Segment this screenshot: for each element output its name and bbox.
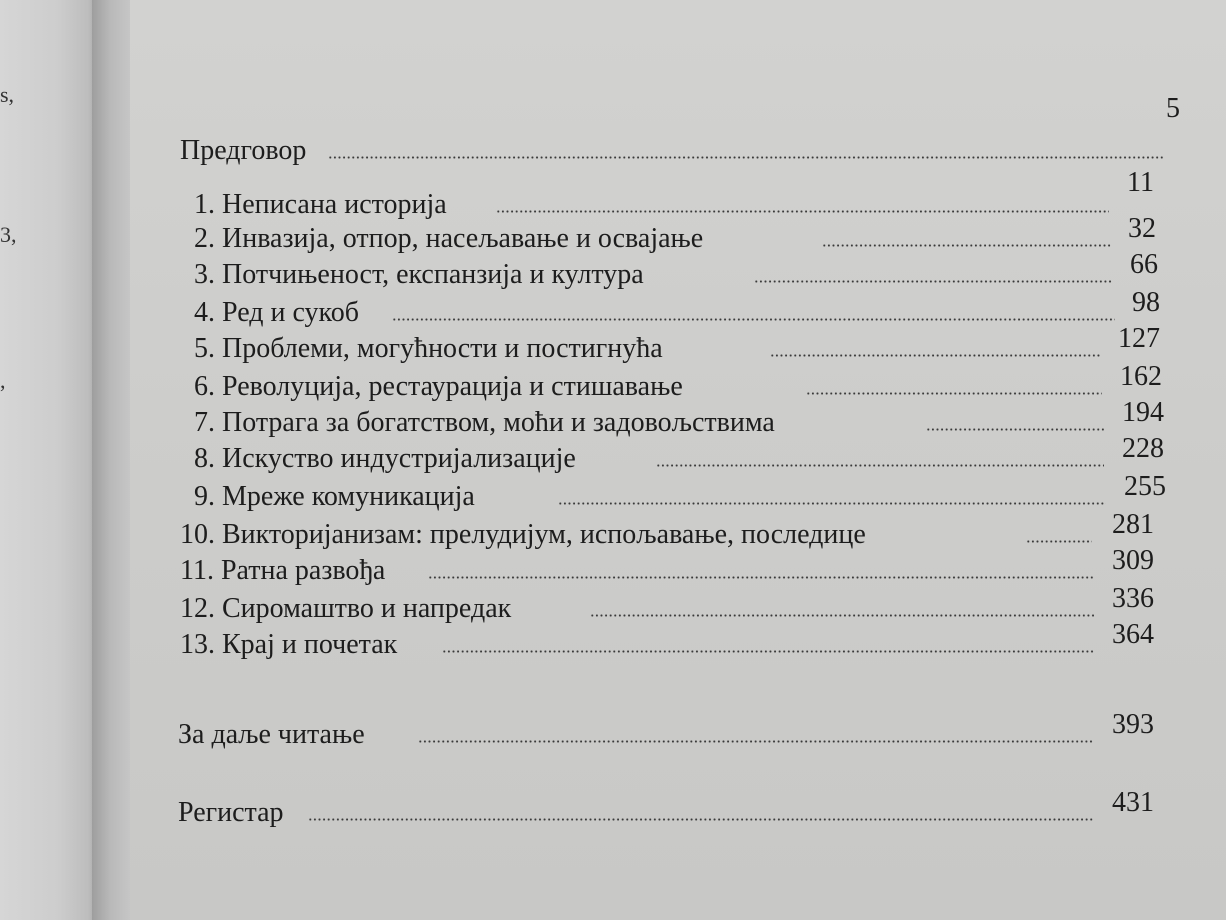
toc-entry-title: 8. Искуство индустријализације <box>194 443 576 474</box>
toc-chapter-entry <box>194 398 1164 438</box>
toc-dot-leader <box>496 210 1109 213</box>
toc-dot-leader <box>806 392 1102 395</box>
toc-dot-leader <box>656 464 1104 467</box>
toc-chapter-entry <box>180 584 1154 624</box>
toc-entry-title: Предговор <box>180 135 307 166</box>
toc-entry-title: 5. Проблеми, могућности и постигнућа <box>194 333 663 364</box>
toc-chapter-entry <box>180 546 1154 586</box>
toc-entry-preface <box>180 93 1180 166</box>
left-page-fragment: s, <box>0 82 15 107</box>
toc-dot-leader <box>822 244 1111 247</box>
toc-chapter-entry <box>194 214 1156 254</box>
toc-entry-page: 255 <box>1124 471 1166 502</box>
toc-chapter-entry <box>180 510 1154 550</box>
toc-dot-leader <box>328 156 1164 159</box>
toc-entry-further-reading <box>178 710 1154 750</box>
toc-entry-title: 3. Потчињеност, експанзија и култура <box>194 259 644 290</box>
toc-entry-title: 12. Сиромаштво и напредак <box>180 593 512 624</box>
toc-dot-leader <box>926 428 1104 431</box>
toc-entry-title: 7. Потрага за богатством, моћи и задовољствима <box>194 407 775 438</box>
toc-chapter-entry <box>194 250 1158 290</box>
toc-entry-page: 431 <box>1112 787 1154 818</box>
toc-entry-title: 6. Револуција, рестаурација и стишавање <box>194 371 683 402</box>
toc-dot-leader <box>442 650 1094 653</box>
toc-dot-leader <box>392 318 1115 321</box>
toc-chapter-entry <box>194 472 1166 512</box>
toc-dot-leader <box>754 280 1113 283</box>
toc-dot-leader <box>558 502 1106 505</box>
toc-entry-title: 11. Ратна развођа <box>180 555 386 586</box>
toc-dot-leader <box>308 818 1094 821</box>
toc-entry-title: 2. Инвазија, отпор, насељавање и освајање <box>194 223 704 254</box>
toc-entry-page: 162 <box>1120 361 1162 392</box>
toc-dot-leader <box>770 354 1100 357</box>
left-page-fragment: 3, <box>0 222 17 247</box>
toc-entry-page: 32 <box>1128 213 1156 244</box>
toc-entry-title: Регистар <box>178 797 284 828</box>
toc-chapter-entry <box>180 620 1154 660</box>
toc-entry-title: 9. Мреже комуникација <box>194 481 475 512</box>
toc-entry-title: 10. Викторијанизам: прелудијум, испољавање, последице <box>180 519 866 550</box>
toc-dot-leader <box>590 614 1094 617</box>
toc-entry-title: 1. Неписана историја <box>194 189 447 220</box>
toc-chapter-entry <box>194 288 1160 328</box>
left-page-edge <box>0 0 96 920</box>
toc-entry-page: 228 <box>1122 433 1164 464</box>
toc-entry-page: 194 <box>1122 397 1164 428</box>
toc-page <box>130 0 1226 920</box>
toc-dot-leader <box>418 740 1094 743</box>
toc-chapter-entry <box>194 324 1160 364</box>
toc-dot-leader <box>428 576 1094 579</box>
toc-entry-title: 4. Ред и сукоб <box>194 297 359 328</box>
toc-entry-page: 309 <box>1112 545 1154 576</box>
toc-entry-page: 281 <box>1112 509 1154 540</box>
toc-entry-title: 13. Крај и почетак <box>180 629 398 660</box>
toc-entry-page: 364 <box>1112 619 1154 650</box>
toc-entry-page: 66 <box>1130 249 1158 280</box>
toc-dot-leader <box>1026 540 1092 543</box>
toc-entry-page: 336 <box>1112 583 1154 614</box>
toc-entry-page: 5 <box>1166 93 1180 124</box>
toc-chapter-entry <box>194 434 1164 474</box>
toc-entry-title: За даље читање <box>178 719 365 750</box>
toc-chapter-entry <box>194 362 1162 402</box>
left-page-fragment: , <box>0 368 6 393</box>
toc-entry-page: 393 <box>1112 709 1154 740</box>
toc-entry-page: 98 <box>1132 287 1160 318</box>
toc-entry-page: 127 <box>1118 323 1160 354</box>
toc-entry-page: 11 <box>1127 167 1154 198</box>
toc-entry-index <box>178 788 1154 828</box>
